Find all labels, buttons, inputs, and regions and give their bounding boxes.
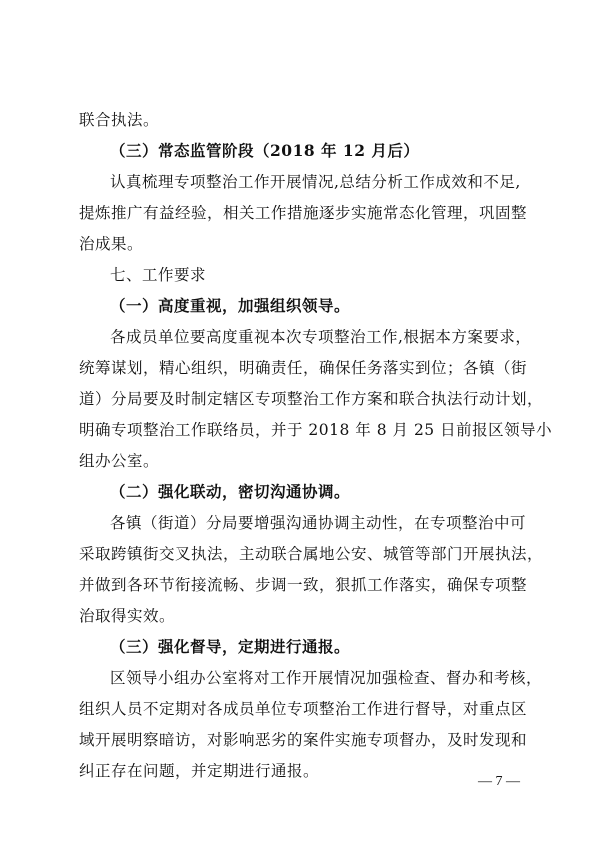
paragraph-line: 各成员单位要高度重视本次专项整治工作,根据本方案要求， [110, 328, 532, 346]
paragraph-line: 认真梳理专项整治工作开展情况,总结分析工作成效和不足, [110, 173, 521, 191]
section-heading: （三）强化督导，定期进行通报。 [110, 637, 351, 656]
paragraph-line: 区领导小组办公室将对工作开展情况加强检查、督办和考核， [110, 669, 543, 687]
paragraph-line: 道）分局要及时制定辖区专项整治工作方案和联合执法行动计划， [79, 390, 544, 408]
paragraph-line: 并做到各环节衔接流畅、步调一致，狠抓工作落实，确保专项整 [79, 576, 528, 594]
paragraph-line: 治取得实效。 [79, 607, 176, 625]
paragraph-line: 各镇（街道）分局要增强沟通协调主动性，在专项整治中可 [110, 514, 527, 532]
paragraph-line: 明确专项整治工作联络员，并于 2018 年 8 月 25 日前报区领导小 [79, 421, 553, 439]
paragraph-line: 组办公室。 [79, 452, 160, 470]
page-number: — 7 — [478, 774, 520, 789]
paragraph-line: 纠正存在问题，并定期进行通报。 [79, 762, 320, 780]
section-heading: （三）常态监管阶段（2018 年 12 月后） [110, 141, 420, 160]
paragraph-line: 治成果。 [79, 235, 144, 253]
paragraph-line: 域开展明察暗访，对影响恶劣的案件实施专项督办，及时发现和 [79, 731, 528, 749]
paragraph-line: 组织人员不定期对各成员单位专项整治工作进行督导，对重点区 [79, 700, 528, 718]
paragraph-line: 统筹谋划，精心组织，明确责任，确保任务落实到位；各镇（街 [79, 359, 528, 377]
paragraph-line: 采取跨镇街交叉执法，主动联合属地公安、城管等部门开展执法， [79, 545, 544, 563]
paragraph-line: 提炼推广有益经验，相关工作措施逐步实施常态化管理，巩固整 [79, 204, 528, 222]
paragraph-line: 联合执法。 [79, 111, 160, 129]
section-heading: （二）强化联动，密切沟通协调。 [110, 482, 351, 501]
section-heading: （一）高度重视，加强组织领导。 [110, 296, 351, 315]
chapter-heading: 七、工作要求 [110, 266, 207, 284]
